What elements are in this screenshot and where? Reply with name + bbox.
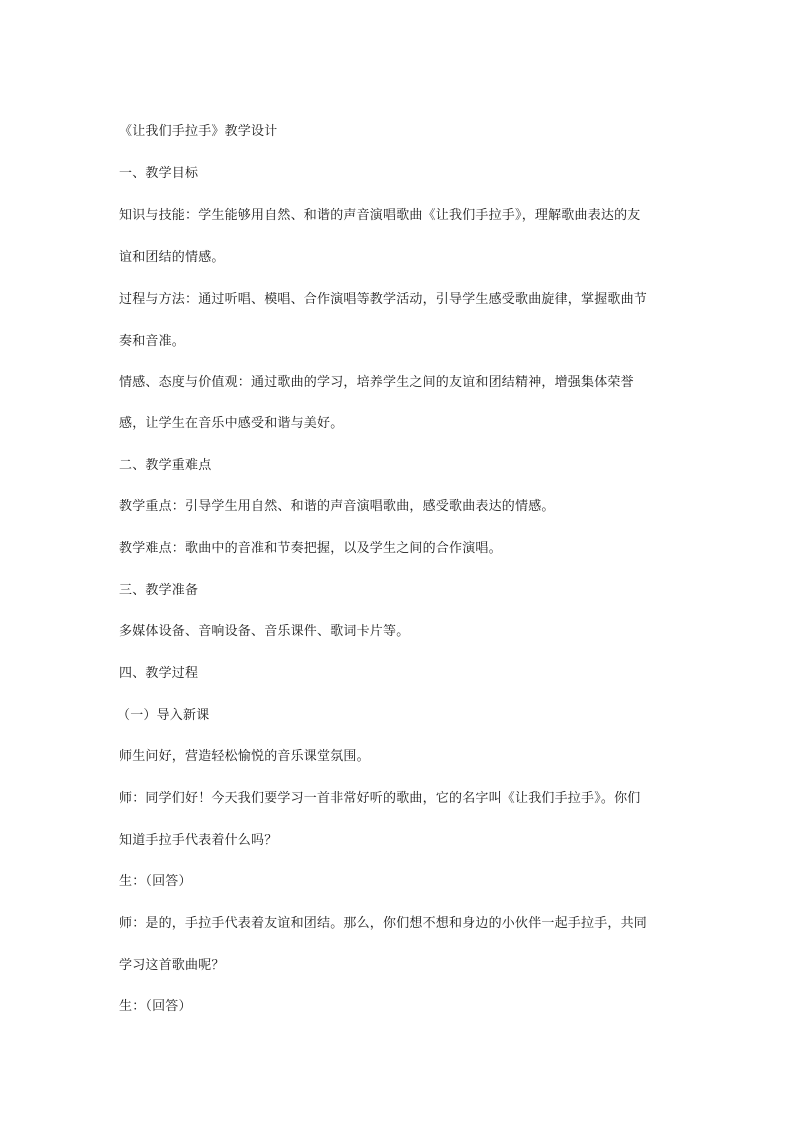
- paragraph-line: 多媒体设备、音响设备、音乐课件、歌词卡片等。: [119, 624, 410, 639]
- section-heading-objectives: 一、教学目标: [119, 166, 199, 181]
- document-title: 《让我们手拉手》教学设计: [119, 124, 278, 139]
- paragraph-line: 师生问好，营造轻松愉悦的音乐课堂氛围。: [119, 749, 370, 764]
- paragraph-line: 情感、态度与价值观：通过歌曲的学习，培养学生之间的友谊和团结精神，增强集体荣誉: [119, 375, 634, 390]
- section-heading-preparation: 三、教学准备: [119, 583, 199, 598]
- subsection-heading-intro: （一）导入新课: [117, 708, 210, 723]
- dialogue-line: 学习这首歌曲呢？: [119, 958, 225, 973]
- dialogue-line: 知道手拉手代表着什么吗？: [119, 833, 278, 848]
- section-heading-process: 四、教学过程: [119, 666, 199, 681]
- paragraph-line: 奏和音准。: [119, 334, 186, 349]
- paragraph-line: 感，让学生在音乐中感受和谐与美好。: [119, 416, 344, 431]
- paragraph-line: 知识与技能：学生能够用自然、和谐的声音演唱歌曲《让我们手拉手》，理解歌曲表达的友: [119, 208, 641, 223]
- paragraph-line: 教学难点：歌曲中的音准和节奏把握，以及学生之间的合作演唱。: [119, 541, 502, 556]
- dialogue-line: 师：是的，手拉手代表着友谊和团结。那么，你们想不想和身边的小伙伴一起手拉手，共同: [119, 916, 648, 931]
- dialogue-line: 师：同学们好！今天我们要学习一首非常好听的歌曲，它的名字叫《让我们手拉手》。你们: [119, 791, 641, 806]
- paragraph-line: 谊和团结的情感。: [119, 250, 225, 265]
- dialogue-line: 生：（回答）: [119, 999, 192, 1014]
- paragraph-line: 过程与方法：通过听唱、模唱、合作演唱等教学活动，引导学生感受歌曲旋律，掌握歌曲节: [119, 292, 648, 307]
- paragraph-line: 教学重点：引导学生用自然、和谐的声音演唱歌曲，感受歌曲表达的情感。: [119, 499, 555, 514]
- dialogue-line: 生：（回答）: [119, 874, 192, 889]
- section-heading-key-points: 二、教学重难点: [119, 458, 212, 473]
